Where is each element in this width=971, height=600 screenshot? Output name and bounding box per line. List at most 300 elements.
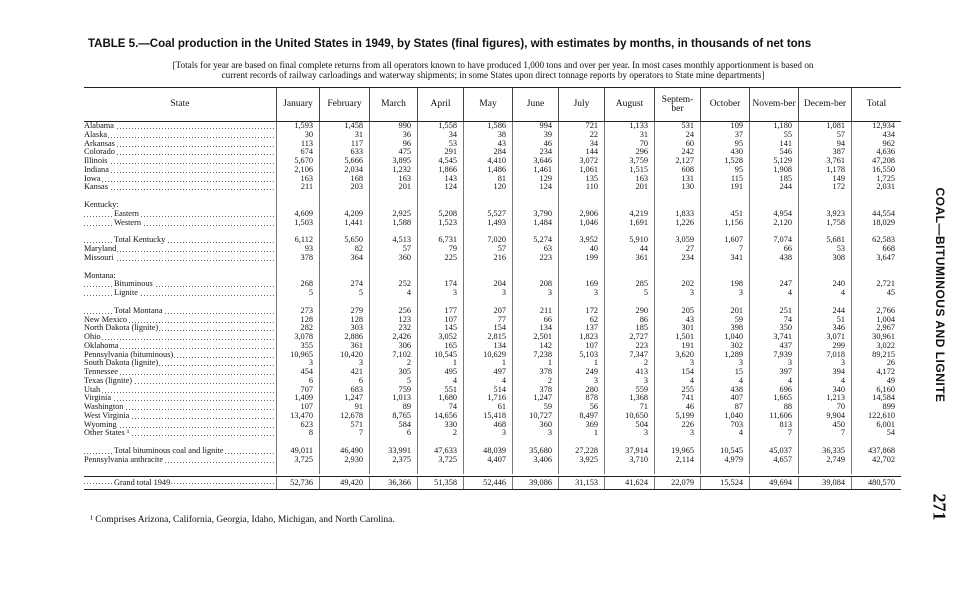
table-row (84, 131, 901, 140)
value-cell: 57 (463, 245, 512, 254)
value-cell: 120 (463, 183, 512, 192)
value-cell: 8,497 (558, 412, 604, 421)
value-cell: 39 (512, 131, 558, 140)
value-cell: 3,078 (276, 333, 319, 342)
value-cell: 211 (276, 183, 319, 192)
state-cell (84, 421, 276, 430)
column-header: May (463, 88, 512, 121)
state-cell (84, 245, 276, 254)
column-header: January (276, 88, 319, 121)
state-cell (84, 403, 276, 412)
value-cell: 495 (417, 368, 463, 377)
value-cell: 1,908 (749, 166, 798, 175)
state-cell (84, 447, 276, 456)
value-cell: 4,636 (851, 148, 901, 157)
table-row (84, 316, 901, 325)
value-cell: 10,545 (417, 351, 463, 360)
spacer-row (84, 465, 901, 474)
value-cell: 79 (417, 245, 463, 254)
state-label: Arkansas (84, 139, 115, 148)
value-cell: 633 (319, 148, 369, 157)
value-cell: 306 (369, 342, 417, 351)
value-cell: 551 (417, 386, 463, 395)
value-cell: 2 (512, 377, 558, 386)
value-cell: 22 (558, 131, 604, 140)
value-cell: 109 (700, 122, 749, 131)
value-cell: 3 (276, 359, 319, 368)
spacer-row (84, 298, 901, 307)
value-cell: 421 (319, 368, 369, 377)
value-cell: 191 (700, 183, 749, 192)
value-cell: 305 (369, 368, 417, 377)
value-cell: 207 (463, 307, 512, 316)
value-cell: 3,646 (512, 157, 558, 166)
value-cell: 1 (417, 359, 463, 368)
value-cell: 47,633 (417, 447, 463, 456)
value-cell: 216 (463, 254, 512, 263)
spacer-cell (84, 298, 276, 307)
state-label: Wyoming (84, 420, 117, 429)
value-cell: 3 (749, 359, 798, 368)
state-label: Indiana (84, 165, 109, 174)
state-label: Pennsylvania anthracite (84, 455, 164, 464)
state-label: New Mexico (84, 315, 128, 324)
value-cell: 1,607 (700, 236, 749, 245)
value-cell: 3,925 (558, 456, 604, 465)
value-cell: 185 (749, 175, 798, 184)
value-cell: 3,022 (851, 342, 901, 351)
spacer-cell (851, 465, 901, 474)
value-cell: 1 (463, 359, 512, 368)
spacer-cell (512, 192, 558, 201)
value-cell: 22,079 (654, 477, 700, 489)
value-cell: 141 (749, 140, 798, 149)
value-cell: 7,347 (604, 351, 654, 360)
value-cell: 31 (319, 131, 369, 140)
value-cell: 4,657 (749, 456, 798, 465)
value-cell: 5,910 (604, 236, 654, 245)
value-cell: 135 (558, 175, 604, 184)
value-cell: 15 (700, 368, 749, 377)
value-cell: 7 (798, 429, 851, 438)
value-cell: 1,247 (512, 394, 558, 403)
spacer-cell (417, 465, 463, 474)
value-cell: 59 (700, 316, 749, 325)
value-cell: 6,001 (851, 421, 901, 430)
value-cell: 27 (654, 245, 700, 254)
value-cell: 6 (319, 377, 369, 386)
value-cell: 89,215 (851, 351, 901, 360)
spacer-cell (604, 263, 654, 272)
value-cell: 59 (512, 403, 558, 412)
value-cell: 451 (700, 210, 749, 219)
value-cell: 4,609 (276, 210, 319, 219)
value-cell: 279 (319, 307, 369, 316)
value-cell: 2,906 (558, 210, 604, 219)
value-cell: 63 (512, 245, 558, 254)
value-cell: 39,086 (512, 477, 558, 489)
value-cell: 62,583 (851, 236, 901, 245)
value-cell: 30,961 (851, 333, 901, 342)
value-cell: 3 (417, 289, 463, 298)
value-cell: 8,765 (369, 412, 417, 421)
value-cell: 249 (558, 368, 604, 377)
value-cell: 74 (417, 403, 463, 412)
value-cell: 296 (604, 148, 654, 157)
value-cell: 3,952 (558, 236, 604, 245)
value-cell: 142 (512, 342, 558, 351)
value-cell: 268 (276, 280, 319, 289)
value-cell: 3,759 (604, 157, 654, 166)
value-cell: 163 (604, 175, 654, 184)
side-heading: COAL—BITUMINOUS AND LIGNITE (933, 187, 947, 403)
value-cell: 8 (276, 429, 319, 438)
value-cell: 2,721 (851, 280, 901, 289)
table-row (84, 377, 901, 386)
state-cell (84, 316, 276, 325)
value-cell: 124 (417, 183, 463, 192)
value-cell: 46 (654, 403, 700, 412)
value-cell: 1,441 (319, 219, 369, 228)
column-header: Novem-ber (749, 88, 798, 121)
value-cell: 559 (604, 386, 654, 395)
value-cell: 480,570 (851, 477, 901, 489)
value-cell: 14,656 (417, 412, 463, 421)
state-cell (84, 412, 276, 421)
value-cell: 5,103 (558, 351, 604, 360)
state-label: Illinois (84, 157, 108, 165)
state-label: Bituminous (114, 280, 153, 289)
state-label: Virginia (84, 394, 112, 403)
value-cell: 475 (369, 148, 417, 157)
value-cell: 7,018 (798, 351, 851, 360)
value-cell: 3 (654, 429, 700, 438)
state-cell (84, 307, 276, 316)
state-label: Texas (lignite) (84, 376, 133, 385)
state-label: North Dakota (lignite) (84, 324, 159, 333)
value-cell: 234 (512, 148, 558, 157)
value-cell: 30 (276, 131, 319, 140)
value-cell: 4 (700, 377, 749, 386)
value-cell: 1,232 (369, 166, 417, 175)
column-header: Septem-ber (654, 88, 700, 121)
state-cell (84, 333, 276, 342)
value-cell: 290 (604, 307, 654, 316)
state-cell (84, 394, 276, 403)
value-cell: 18,029 (851, 219, 901, 228)
value-cell: 128 (319, 316, 369, 325)
value-cell: 5 (276, 289, 319, 298)
value-cell: 274 (319, 280, 369, 289)
value-cell: 115 (700, 175, 749, 184)
spacer-cell (463, 263, 512, 272)
state-label: Alaska (84, 130, 108, 139)
value-cell: 4 (654, 377, 700, 386)
value-cell: 623 (276, 421, 319, 430)
state-cell (84, 477, 276, 489)
value-cell: 3 (558, 289, 604, 298)
value-cell: 71 (604, 403, 654, 412)
value-cell: 355 (276, 342, 319, 351)
value-cell: 1,823 (558, 333, 604, 342)
value-cell: 5 (369, 377, 417, 386)
state-label: Alabama (84, 122, 114, 130)
value-cell: 225 (417, 254, 463, 263)
value-cell: 45 (851, 289, 901, 298)
value-cell: 251 (749, 307, 798, 316)
value-cell: 1,461 (512, 166, 558, 175)
state-cell (84, 166, 276, 175)
value-cell: 1,680 (417, 394, 463, 403)
value-cell: 2,031 (851, 183, 901, 192)
state-label: Washington (84, 403, 124, 411)
value-cell: 131 (654, 175, 700, 184)
spacer-cell (558, 465, 604, 474)
value-cell: 10,650 (604, 412, 654, 421)
value-cell: 5,527 (463, 210, 512, 219)
value-cell: 3 (700, 289, 749, 298)
column-header: Decem-ber (798, 88, 851, 121)
state-cell (84, 280, 276, 289)
value-cell: 143 (417, 175, 463, 184)
value-cell: 49,420 (319, 477, 369, 489)
state-cell (84, 254, 276, 263)
footnote: ¹ Comprises Arizona, California, Georgia, Idaho, Michigan, and North Carolina. (90, 515, 395, 525)
spacer-cell (654, 465, 700, 474)
value-cell: 144 (558, 148, 604, 157)
value-cell: 177 (417, 307, 463, 316)
value-cell: 5,650 (319, 236, 369, 245)
spacer-cell (851, 263, 901, 272)
subtitle-line-1: [Totals for year are based on final complete returns from all operators known to have produced 1,000 tons and over per year. In most cases monthly apportionment is based on (172, 60, 814, 70)
value-cell: 1,013 (369, 394, 417, 403)
value-cell: 48,039 (463, 447, 512, 456)
value-cell: 341 (700, 254, 749, 263)
value-cell: 531 (654, 122, 700, 131)
state-cell (84, 342, 276, 351)
value-cell: 82 (319, 245, 369, 254)
value-cell: 668 (851, 245, 901, 254)
state-cell (84, 201, 276, 210)
spacer-cell (512, 263, 558, 272)
value-cell: 3,059 (654, 236, 700, 245)
value-cell: 2,749 (798, 456, 851, 465)
value-cell: 608 (654, 166, 700, 175)
value-cell: 24 (654, 131, 700, 140)
value-cell: 3,710 (604, 456, 654, 465)
value-cell: 1,046 (558, 219, 604, 228)
value-cell: 6 (369, 429, 417, 438)
value-cell: 107 (558, 342, 604, 351)
value-cell: 1,368 (604, 394, 654, 403)
value-cell: 49,694 (749, 477, 798, 489)
value-cell: 1,004 (851, 316, 901, 325)
state-cell (84, 351, 276, 360)
spacer-cell (319, 465, 369, 474)
value-cell: 4,513 (369, 236, 417, 245)
spacer-cell (798, 192, 851, 201)
spacer-cell (604, 192, 654, 201)
value-cell: 154 (463, 324, 512, 333)
value-cell: 169 (558, 280, 604, 289)
value-cell: 454 (276, 368, 319, 377)
value-cell: 4 (749, 289, 798, 298)
value-cell: 95 (700, 140, 749, 149)
column-header: June (512, 88, 558, 121)
state-cell (84, 210, 276, 219)
subtitle-line-2: current records of railway carloadings and waterway shipments; in some States upon direct tonnage reports by operators to State mine departments] (221, 70, 765, 80)
value-cell: 5 (604, 289, 654, 298)
value-cell: 369 (558, 421, 604, 430)
value-cell: 5 (319, 289, 369, 298)
spacer-cell (276, 465, 319, 474)
spacer-cell (604, 465, 654, 474)
value-cell: 57 (369, 245, 417, 254)
value-cell: 330 (417, 421, 463, 430)
value-cell: 117 (319, 140, 369, 149)
value-cell: 5,129 (749, 157, 798, 166)
table-row (84, 245, 901, 254)
table-row (84, 236, 901, 245)
value-cell: 66 (512, 316, 558, 325)
value-cell: 122,610 (851, 412, 901, 421)
value-cell: 6,112 (276, 236, 319, 245)
value-cell: 172 (558, 307, 604, 316)
table-row (84, 351, 901, 360)
value-cell: 10,545 (700, 447, 749, 456)
value-cell: 4 (369, 289, 417, 298)
value-cell: 198 (700, 280, 749, 289)
table-row (84, 254, 901, 263)
value-cell: 340 (798, 386, 851, 395)
value-cell: 7,074 (749, 236, 798, 245)
state-label: Total Montana (114, 306, 163, 315)
value-cell: 438 (749, 254, 798, 263)
value-cell: 285 (604, 280, 654, 289)
value-cell: 2,120 (749, 219, 798, 228)
value-cell: 1 (512, 359, 558, 368)
value-cell: 364 (319, 254, 369, 263)
value-cell: 223 (604, 342, 654, 351)
state-cell (84, 456, 276, 465)
value-cell: 137 (558, 324, 604, 333)
value-cell: 2,114 (654, 456, 700, 465)
value-cell: 49 (851, 377, 901, 386)
value-cell: 7,102 (369, 351, 417, 360)
value-cell: 430 (700, 148, 749, 157)
value-cell: 37,914 (604, 447, 654, 456)
value-cell: 3 (463, 429, 512, 438)
table-row (84, 289, 901, 298)
value-cell: 5,274 (512, 236, 558, 245)
column-header: August (604, 88, 654, 121)
value-cell: 741 (654, 394, 700, 403)
value-cell: 255 (654, 386, 700, 395)
table-row (84, 421, 901, 430)
spacer-cell (749, 263, 798, 272)
value-cell: 1,289 (700, 351, 749, 360)
value-cell: 13,470 (276, 412, 319, 421)
value-cell: 1 (558, 429, 604, 438)
value-cell: 1,040 (700, 333, 749, 342)
state-cell (84, 386, 276, 395)
value-cell: 10,965 (276, 351, 319, 360)
value-cell: 3,406 (512, 456, 558, 465)
value-cell: 208 (512, 280, 558, 289)
value-cell: 2,815 (463, 333, 512, 342)
value-cell: 994 (512, 122, 558, 131)
column-header: October (700, 88, 749, 121)
value-cell: 199 (558, 254, 604, 263)
value-cell: 3 (512, 429, 558, 438)
value-cell: 1,226 (654, 219, 700, 228)
table-row (84, 166, 901, 175)
value-cell: 44,554 (851, 210, 901, 219)
value-cell: 244 (798, 307, 851, 316)
value-cell: 205 (654, 307, 700, 316)
value-cell: 4 (463, 377, 512, 386)
state-label: West Virginia (84, 411, 130, 420)
state-label: Western (114, 218, 141, 227)
value-cell: 282 (276, 324, 319, 333)
value-cell: 154 (654, 368, 700, 377)
value-cell: 1,528 (700, 157, 749, 166)
value-cell: 361 (604, 254, 654, 263)
value-cell: 899 (851, 403, 901, 412)
value-cell: 394 (798, 368, 851, 377)
value-cell: 3 (604, 377, 654, 386)
value-cell: 232 (369, 324, 417, 333)
table-header-row (84, 88, 901, 122)
spacer-cell (700, 465, 749, 474)
value-cell: 46 (512, 140, 558, 149)
spacer-cell (369, 192, 417, 201)
value-cell: 962 (851, 140, 901, 149)
value-cell: 53 (798, 245, 851, 254)
value-cell: 437 (749, 342, 798, 351)
value-cell: 6,160 (851, 386, 901, 395)
state-label: Eastern (114, 209, 139, 218)
value-cell: 284 (463, 148, 512, 157)
value-cell: 2,967 (851, 324, 901, 333)
value-cell: 346 (798, 324, 851, 333)
value-cell: 7,020 (463, 236, 512, 245)
value-cell: 3 (319, 359, 369, 368)
value-cell: 88 (749, 403, 798, 412)
spacer-cell (369, 263, 417, 272)
value-cell: 3,725 (276, 456, 319, 465)
value-cell: 168 (319, 175, 369, 184)
value-cell: 1,213 (798, 394, 851, 403)
value-cell: 299 (798, 342, 851, 351)
value-cell: 4,219 (604, 210, 654, 219)
table-row (84, 333, 901, 342)
spacer-cell (749, 192, 798, 201)
value-cell: 3 (700, 359, 749, 368)
state-label: Montana: (84, 271, 116, 280)
value-cell: 1,665 (749, 394, 798, 403)
column-header: Total (851, 88, 901, 121)
value-cell: 273 (276, 307, 319, 316)
value-cell: 56 (558, 403, 604, 412)
value-cell: 301 (654, 324, 700, 333)
value-cell: 202 (654, 280, 700, 289)
value-cell: 3,071 (798, 333, 851, 342)
spacer-cell (276, 192, 319, 201)
column-header: April (417, 88, 463, 121)
spacer-cell (654, 263, 700, 272)
value-cell: 123 (369, 316, 417, 325)
